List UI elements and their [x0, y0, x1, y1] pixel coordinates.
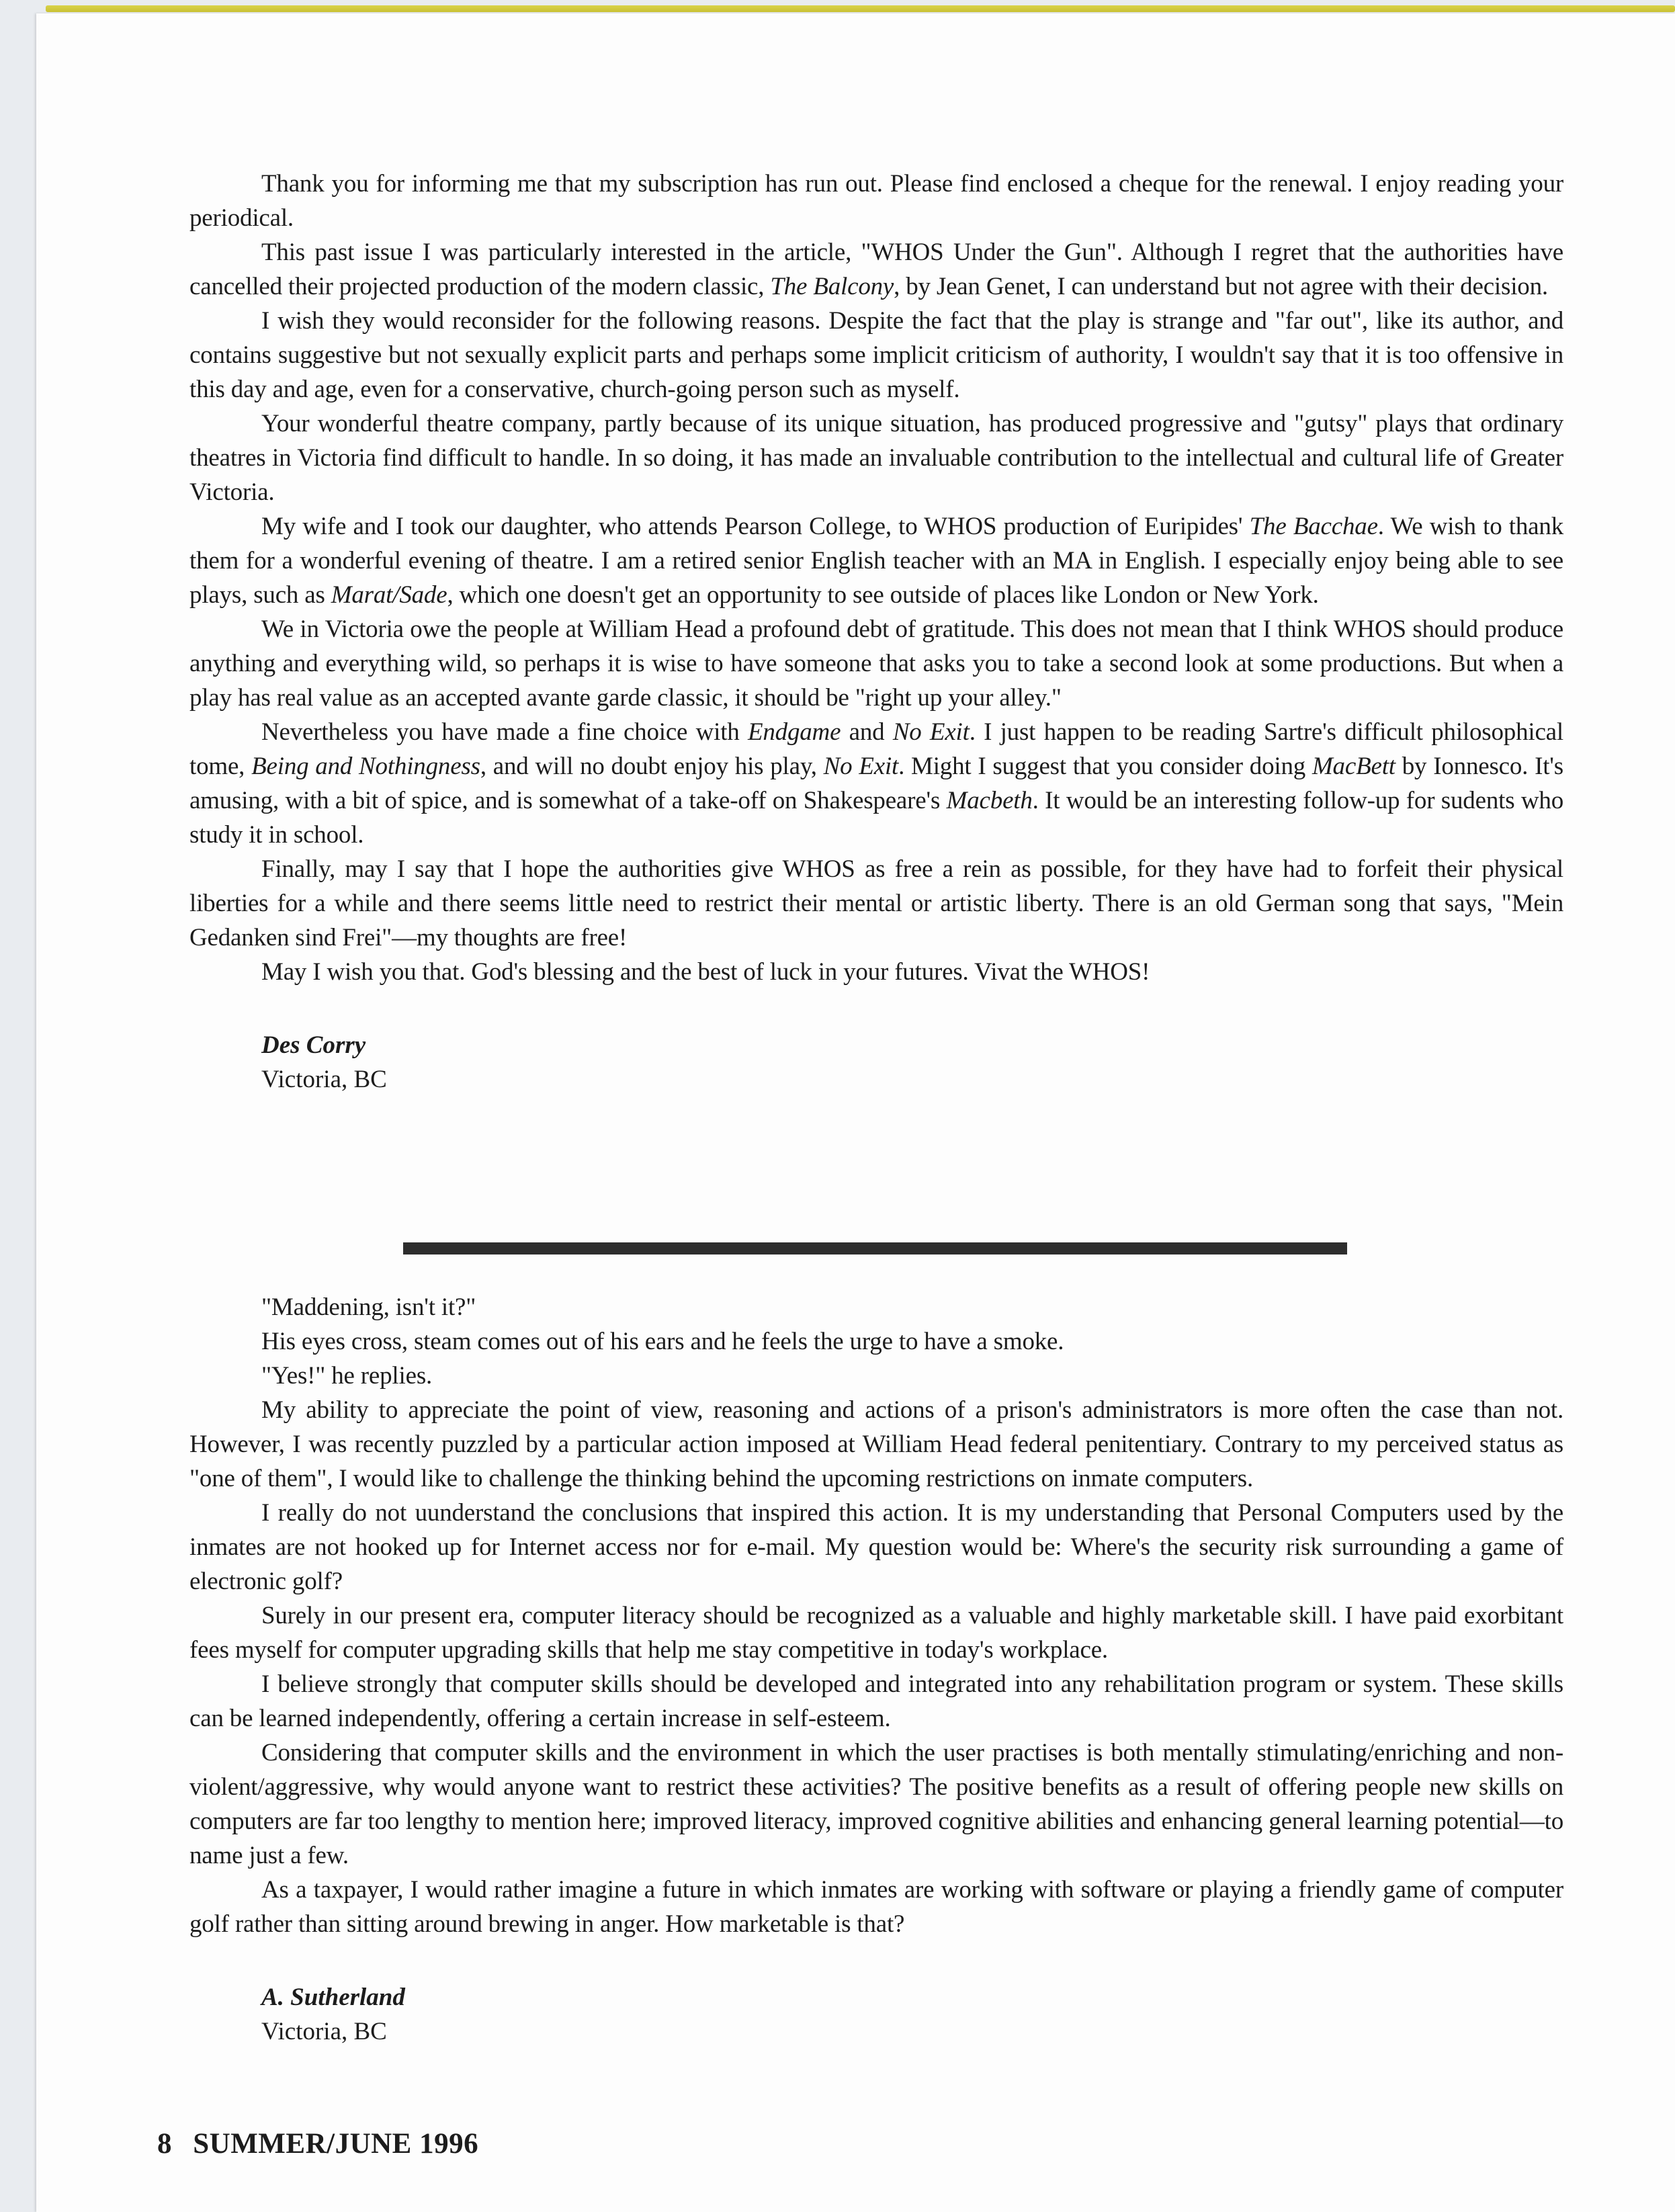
text-run: We in Victoria owe the people at William Head a profound debt of gratitude. This does not mean that I think WHOS should produce anything and everything wild, so perhaps it is wise to have someone that asks you to take a second look at some productions. But when a play has real value as an accepted avante garde classic, it should be "right up your alley.": [189, 615, 1563, 712]
binding-edge: [46, 5, 1675, 12]
text-run: , by Jean Genet, I can understand but not agree with their decision.: [894, 273, 1548, 300]
text-run: Considering that computer skills and the environment in which the user practises is both mentally stimulating/enriching and non-violent/aggressive, why would anyone want to restrict these activities? The positive benefits as a result of offering people new skills on computers are far too lengthy to mention here; improved literacy, improved cognitive abilities and enhancing general learning potential—to name just a few.: [189, 1739, 1563, 1869]
signature-block: [189, 1028, 1563, 1097]
letter-body: [189, 167, 1563, 989]
letter-des-corry: [189, 167, 1563, 1097]
text-run: by Ionnesco. It's amusing, with a bit of spice, and is somewhat of a take-off on Shakespeare's: [189, 753, 1563, 814]
italic-title: Macbeth: [946, 787, 1033, 814]
text-run: Thank you for informing me that my subscription has run out. Please find enclosed a cheque for the renewal. I enjoy reading your periodical.: [189, 170, 1563, 232]
letter-body: [189, 1290, 1563, 1941]
italic-title: Endgame: [747, 718, 841, 746]
text-run: My ability to appreciate the point of view, reasoning and actions of a prison's administrators is more often the case than not. However, I was recently puzzled by a particular action imposed at William Head federal penitentiary. Contrary to my perceived status as "one of them", I would like to challenge the thinking behind the upcoming restrictions on inmate computers.: [189, 1396, 1563, 1492]
paragraph: [189, 235, 1563, 304]
text-run: , which one doesn't get an opportunity to see outside of places like London or New York.: [447, 581, 1319, 609]
letter-a-sutherland: [189, 1290, 1563, 2049]
text-run: I really do not uunderstand the conclusions that inspired this action. It is my understanding that Personal Computers used by the inmates are not hooked up for Internet access nor for e-mail. My question would be: Where's the security risk surrounding a game of electronic golf?: [189, 1499, 1563, 1595]
italic-title: The Balcony: [770, 273, 894, 300]
paragraph: [189, 1496, 1563, 1599]
paragraph: [189, 1290, 1563, 1324]
signature-place: Victoria, BC: [261, 2018, 387, 2045]
text-run: His eyes cross, steam comes out of his ears and he feels the urge to have a smoke.: [261, 1328, 1064, 1355]
text-run: My wife and I took our daughter, who attends Pearson College, to WHOS production of Euripides': [261, 513, 1250, 540]
paragraph: [189, 509, 1563, 612]
signature-block: [189, 1980, 1563, 2049]
text-run: "Maddening, isn't it?": [261, 1293, 476, 1321]
page-footer: [157, 2127, 478, 2160]
text-run: I wish they would reconsider for the following reasons. Despite the fact that the play is strange and "far out", like its author, and contains suggestive but not sexually explicit parts and perhaps some implicit criticism of authority, I wouldn't say that it is too offensive in this day and age, even for a conservative, church-going person such as myself.: [189, 307, 1563, 403]
text-run: . Might I suggest that you consider doing: [898, 753, 1312, 780]
text-run: Your wonderful theatre company, partly because of its unique situation, has produced progressive and "gutsy" plays that ordinary theatres in Victoria find difficult to handle. In so doing, it has made an invaluable contribution to the intellectual and cultural life of Greater Victoria.: [189, 410, 1563, 506]
text-run: Surely in our present era, computer literacy should be recognized as a valuable and highly marketable skill. I have paid exorbitant fees myself for computer upgrading skills that help me stay competitive in today's workplace.: [189, 1602, 1563, 1664]
paragraph: [189, 1324, 1563, 1359]
text-run: . It would be an interesting follow-up for sudents who study it in school.: [189, 787, 1563, 849]
text-run: Nevertheless you have made a fine choice with: [261, 718, 748, 746]
paragraph: [189, 407, 1563, 509]
paragraph: [189, 955, 1563, 989]
italic-title: Marat/Sade: [331, 581, 447, 609]
text-run: . I just happen to be reading Sartre's difficult philosophical tome,: [189, 718, 1563, 780]
paragraph: [189, 304, 1563, 407]
paragraph: [189, 715, 1563, 852]
signature-name: A. Sutherland: [261, 1984, 405, 2011]
text-run: Finally, may I say that I hope the authorities give WHOS as free a rein as possible, for they have had to forfeit their physical liberties for a while and there seems little need to restrict their mental or artistic liberty. There is an old German song that says, "Mein Gedanken sind Frei"—my thoughts are free!: [189, 855, 1563, 951]
paragraph: [189, 1873, 1563, 1941]
paragraph: [189, 852, 1563, 955]
italic-title: No Exit: [892, 718, 970, 746]
paragraph: [189, 167, 1563, 235]
text-run: . We wish to thank them for a wonderful evening of theatre. I am a retired senior English teacher with an MA in English. I especially enjoy being able to see plays, such as: [189, 513, 1563, 609]
text-run: "Yes!" he replies.: [261, 1362, 433, 1390]
section-divider: [403, 1242, 1347, 1254]
text-run: As a taxpayer, I would rather imagine a future in which inmates are working with software or playing a friendly game of computer golf rather than sitting around brewing in anger. How marketable is that?: [189, 1876, 1563, 1938]
signature-name: Des Corry: [261, 1031, 366, 1059]
italic-title: No Exit: [823, 753, 899, 780]
text-run: I believe strongly that computer skills should be developed and integrated into any rehabilitation program or system. These skills can be learned independently, offering a certain increase in self-esteem.: [189, 1670, 1563, 1732]
italic-title: The Bacchae: [1249, 513, 1378, 540]
paragraph: [189, 1736, 1563, 1873]
paragraph: [189, 612, 1563, 715]
text-run: May I wish you that. God's blessing and the best of luck in your futures. Vivat the WHOS!: [261, 958, 1150, 986]
text-run: This past issue I was particularly interested in the article, "WHOS Under the Gun". Although I regret that the authorities have cancelled their projected production of the modern classic,: [189, 239, 1563, 300]
page-number: 8: [157, 2128, 172, 2160]
paragraph: [189, 1393, 1563, 1496]
signature-place: Victoria, BC: [261, 1066, 387, 1093]
issue-label: SUMMER/JUNE 1996: [193, 2128, 479, 2160]
paragraph: [189, 1667, 1563, 1736]
paragraph: [189, 1359, 1563, 1393]
italic-title: MacBett: [1312, 753, 1395, 780]
text-run: and: [841, 718, 893, 746]
italic-title: Being and Nothingness: [251, 753, 480, 780]
paragraph: [189, 1599, 1563, 1667]
text-run: , and will no doubt enjoy his play,: [480, 753, 824, 780]
